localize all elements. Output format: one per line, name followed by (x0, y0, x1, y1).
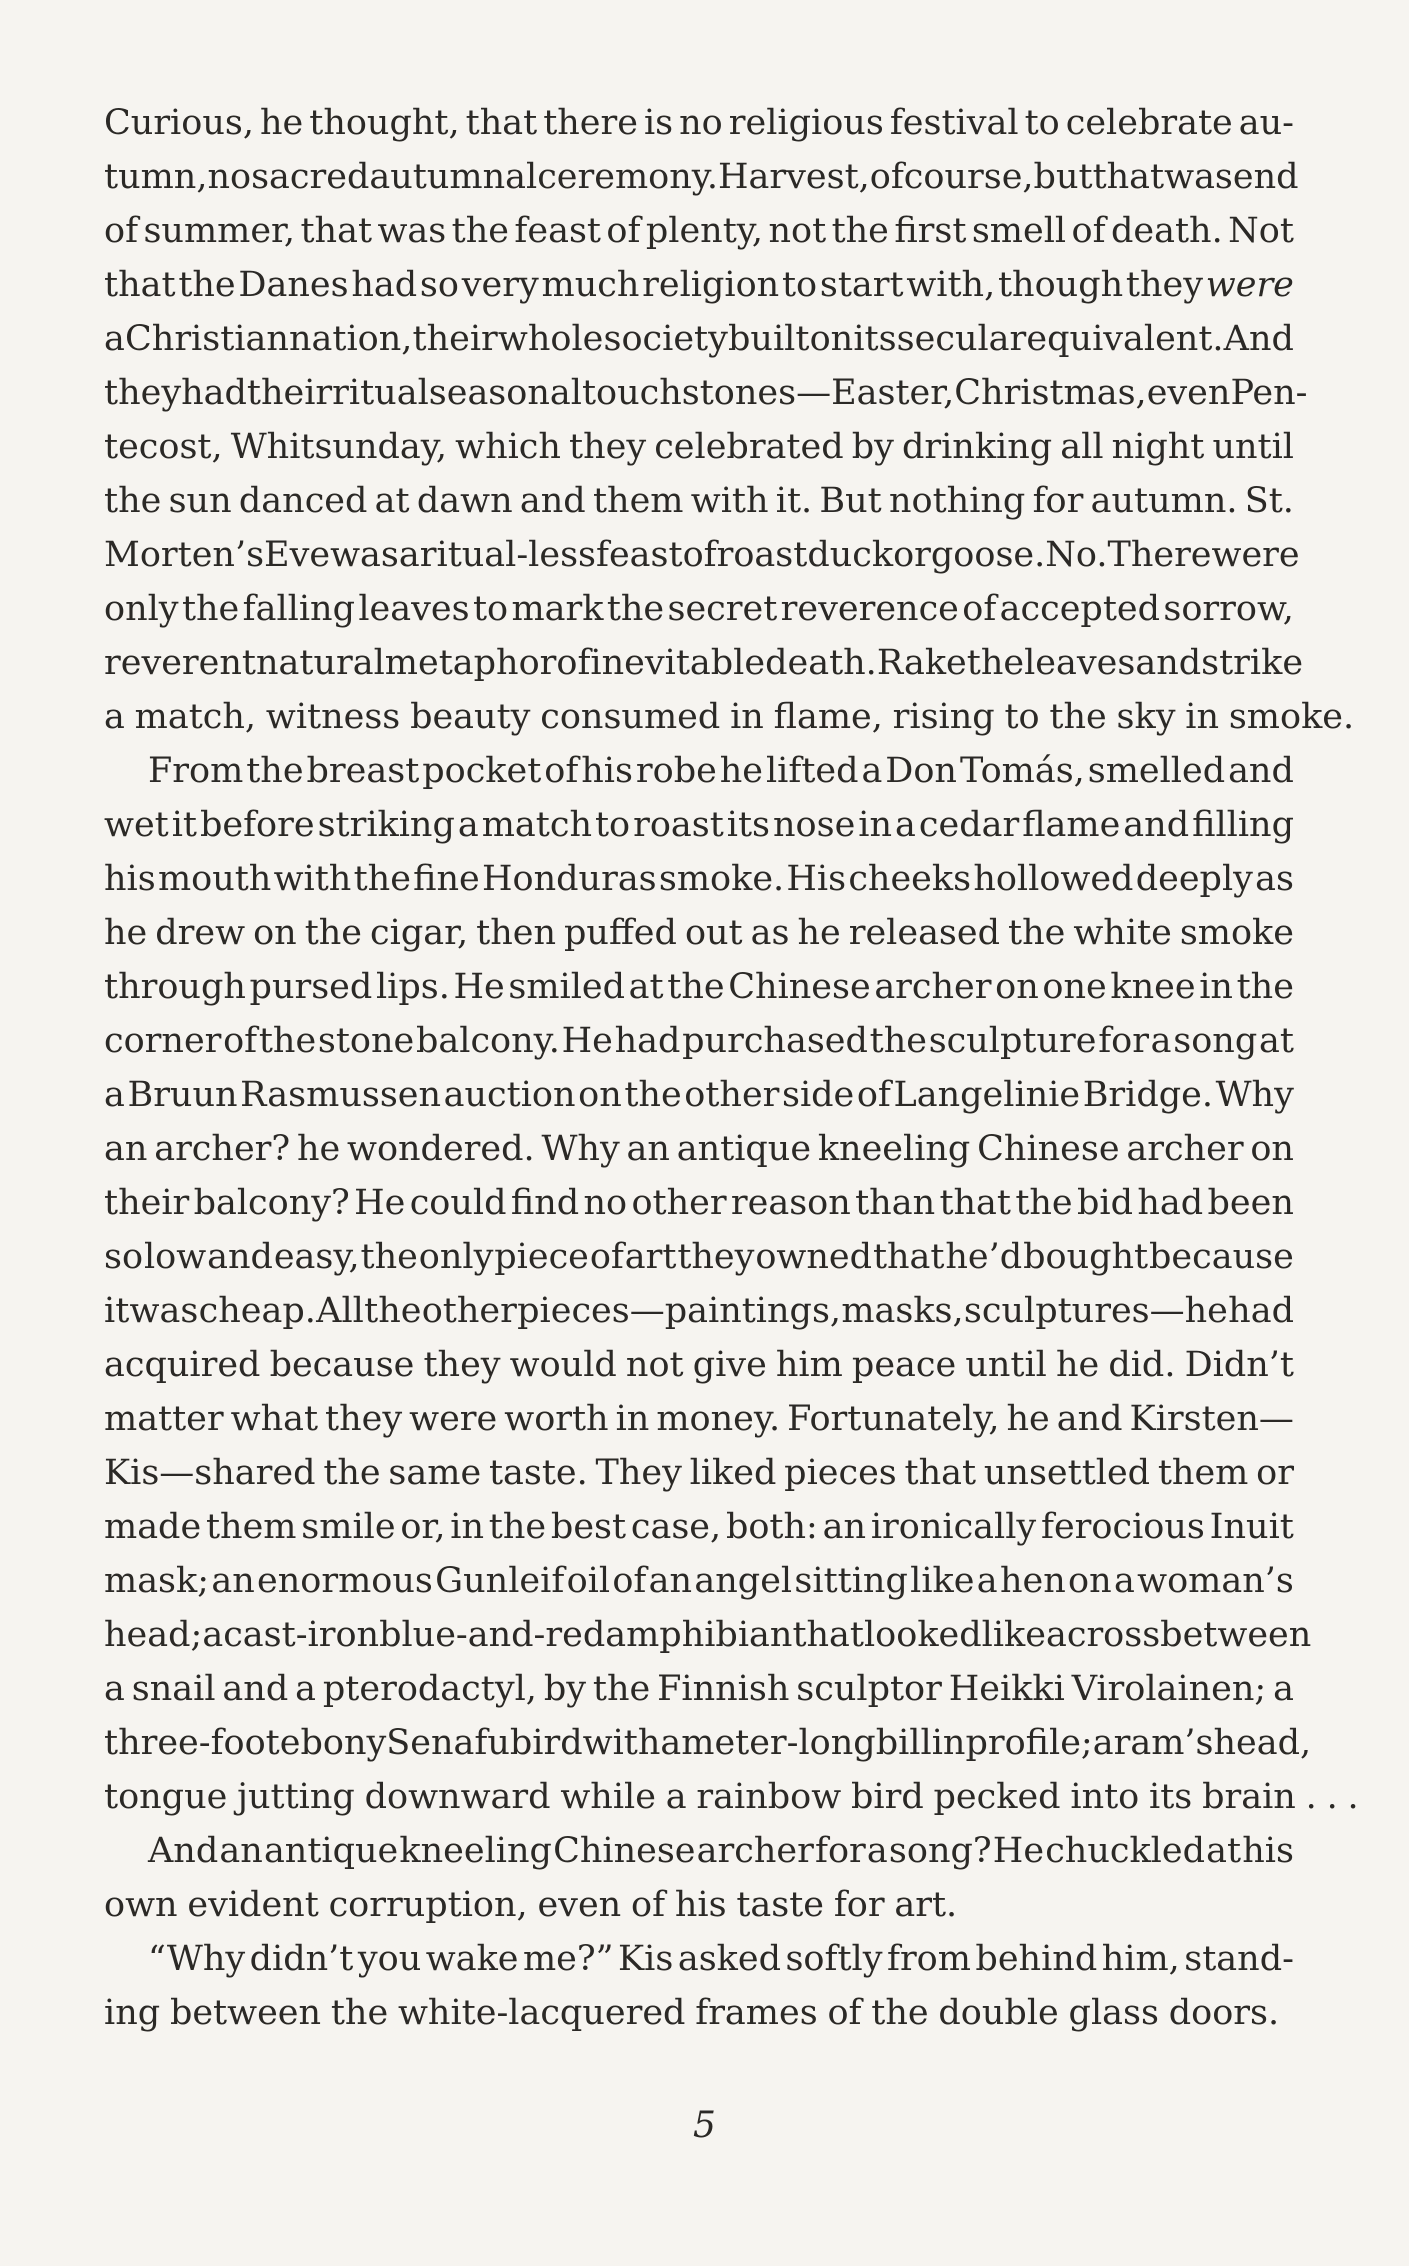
body-text (104, 96, 1359, 2040)
text-line: a snail and a pterodactyl, by the Finnish sculptor Heikki Virolainen; a (104, 1669, 1294, 1709)
text-line: a Bruun Rasmussen auction on the other side of Langelinie Bridge. Why (104, 1075, 1294, 1115)
text-line: own evident corruption, even of his taste for art. (104, 1885, 958, 1925)
text-line: reverent natural metaphor of inevitable death. Rake the leaves and strike (104, 643, 1304, 683)
text-line: made them smile or, in the best case, both: an ironically ferocious Inuit (104, 1507, 1294, 1547)
text-line: they had their ritual seasonal touchstones—Easter, Christmas, even Pen- (104, 373, 1308, 413)
text-line: tumn, no sacred autumnal ceremony. Harvest, of course, but that was end (104, 157, 1299, 197)
text-line: Morten’s Eve was a ritual-less feast of roast duck or goose. No. There were (104, 535, 1300, 575)
text-line: wet it before striking a match to roast its nose in a cedar flame and filling (104, 805, 1294, 845)
paragraph (104, 96, 1355, 744)
text-line: And an antique kneeling Chinese archer for a song? He chuckled at his (148, 1831, 1294, 1871)
paragraph (104, 1824, 1294, 1932)
text-line: matter what they were worth in money. Fortunately, he and Kirsten— (104, 1399, 1294, 1439)
text-line: only the falling leaves to mark the secret reverence of accepted sorrow, (104, 589, 1294, 629)
text-line: that the Danes had so very much religion to start with, though they were (104, 265, 1294, 305)
text-line: their balcony? He could find no other reason than that the bid had been (104, 1183, 1294, 1223)
text-line: an archer? he wondered. Why an antique kneeling Chinese archer on (104, 1129, 1294, 1169)
text-line: a match, witness beauty consumed in flame, rising to the sky in smoke. (104, 697, 1355, 737)
paragraph (104, 1932, 1294, 2040)
text-line: ing between the white-lacquered frames of the double glass doors. (104, 1993, 1280, 2033)
text-line: From the breast pocket of his robe he lifted a Don Tomás, smelled and (148, 751, 1294, 791)
text-line: tongue jutting downward while a rainbow bird pecked into its brain . . . (104, 1777, 1359, 1817)
text-line: “Why didn’t you wake me?” Kis asked softly from behind him, stand- (148, 1939, 1294, 1979)
page-number: 5 (693, 2105, 716, 2146)
text-line: it was cheap. All the other pieces—paintings, masks, sculptures—he had (104, 1291, 1294, 1331)
text-line: tecost, Whitsunday, which they celebrated by drinking all night until (104, 427, 1294, 467)
text-line: so low and easy, the only piece of art they owned that he’d bought because (104, 1237, 1294, 1277)
text-line: a Christian nation, their whole society built on its secular equivalent. And (104, 319, 1294, 359)
text-line: Kis—shared the same taste. They liked pieces that unsettled them or (104, 1453, 1294, 1493)
text-line: of summer, that was the feast of plenty, not the first smell of death. Not (104, 211, 1294, 251)
text-line: his mouth with the fine Honduras smoke. His cheeks hollowed deeply as (104, 859, 1294, 899)
text-line: acquired because they would not give him peace until he did. Didn’t (104, 1345, 1294, 1385)
paragraph (104, 744, 1359, 1824)
text-line: mask; an enormous Gunleif oil of an angel sitting like a hen on a woman’s (104, 1561, 1294, 1601)
text-line: through pursed lips. He smiled at the Chinese archer on one knee in the (104, 967, 1294, 1007)
text-line: he drew on the cigar, then puffed out as he released the white smoke (104, 913, 1294, 953)
text-line: corner of the stone balcony. He had purchased the sculpture for a song at (104, 1021, 1294, 1061)
text-line: Curious, he thought, that there is no religious festival to celebrate au- (104, 103, 1294, 143)
text-line: the sun danced at dawn and them with it. But nothing for autumn. St. (104, 481, 1294, 521)
text-line: three-foot ebony Senafu bird with a meter-long bill in profile; a ram’s head, (104, 1723, 1312, 1763)
text-line: head; a cast-iron blue-and-red amphibian that looked like a cross between (104, 1615, 1312, 1655)
